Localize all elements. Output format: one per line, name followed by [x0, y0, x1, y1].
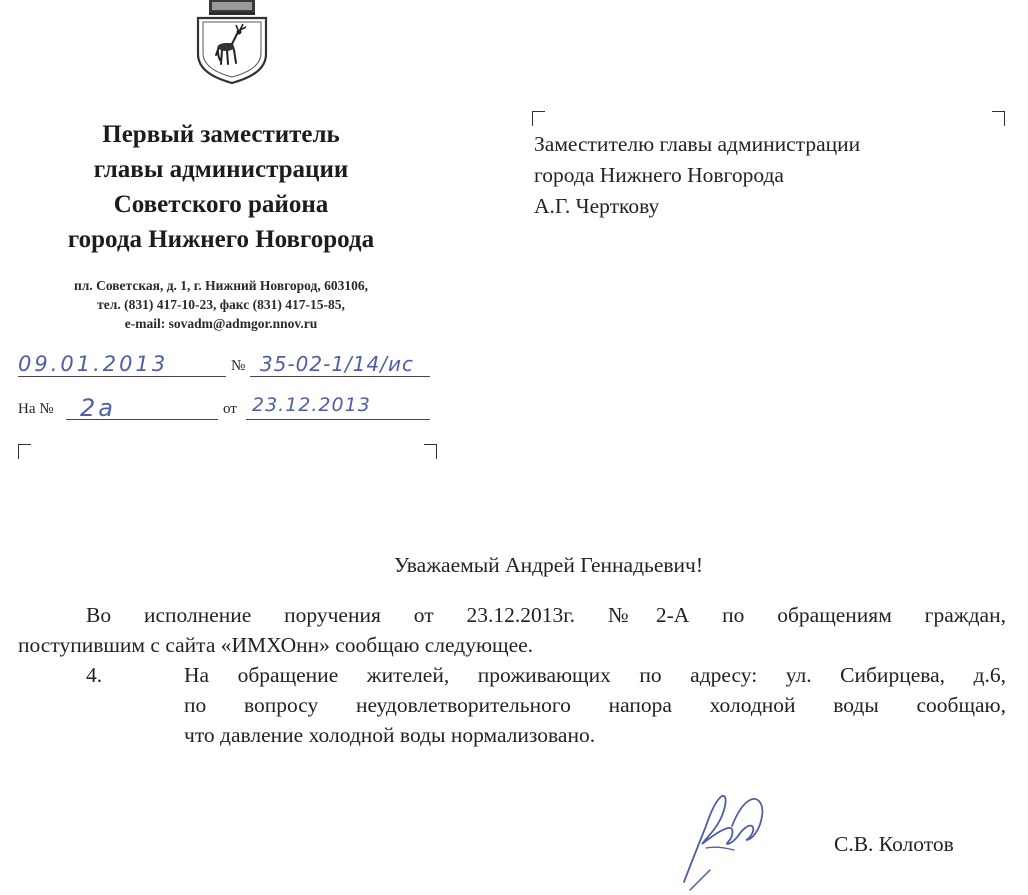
- addressee-bracket-left: [532, 111, 545, 126]
- addressee-line: Заместителю главы администрации: [534, 132, 861, 156]
- ref-from-label: от: [223, 401, 237, 417]
- sender-email: e-mail: sovadm@admgor.nnov.ru: [124, 316, 318, 331]
- ref-date: 23.12.2013: [252, 394, 371, 416]
- handwritten-signature: [676, 786, 768, 892]
- sender-phone: тел. (831) 417-10-23, факс (831) 417-15-85,: [97, 297, 345, 312]
- ref-number: 2а: [80, 394, 116, 422]
- item-number: 4.: [86, 663, 103, 687]
- sender-title-line: Советского района: [113, 191, 329, 218]
- ref-label: На №: [18, 401, 54, 417]
- sender-contacts: [0, 276, 442, 333]
- number-label: №: [231, 358, 246, 374]
- corner-bracket-right: [424, 444, 437, 459]
- outgoing-number: 35-02-1/14/ис: [260, 352, 414, 376]
- salutation: Уважаемый Андрей Геннадьевич!: [393, 553, 704, 577]
- ref-number-line: [66, 419, 218, 420]
- date-line: [18, 376, 226, 377]
- number-line: [250, 376, 430, 377]
- item-line-2: по вопросу неудовлетворительного напора холодной воды сообщаю,: [184, 693, 1006, 717]
- item-line-3: что давление холодной воды нормализовано.: [184, 723, 596, 747]
- coat-of-arms-icon: [192, 0, 272, 84]
- addressee-bracket-right: [992, 111, 1005, 126]
- sender-title-line: города Нижнего Новгорода: [67, 226, 375, 253]
- outgoing-date: 09.01.2013: [18, 352, 169, 376]
- addressee-line: А.Г. Черткову: [534, 194, 660, 218]
- sender-title-line: Первый заместитель: [102, 121, 340, 148]
- sender-address: пл. Советская, д. 1, г. Нижний Новгород, 603106,: [73, 278, 368, 293]
- addressee-line: города Нижнего Новгорода: [534, 163, 784, 187]
- addressee: [534, 129, 860, 222]
- intro-line-2: поступившим с сайта «ИМХОнн» сообщаю следующее.: [18, 633, 534, 657]
- sender-title-line: главы администрации: [93, 156, 349, 183]
- corner-bracket-left: [18, 444, 31, 459]
- sender-title: [0, 117, 442, 257]
- intro-line-1: Во исполнение поручения от 23.12.2013г. №2-А по обращениям граждан,: [86, 603, 1006, 627]
- item-line-1: На обращение жителей, проживающих по адресу: ул. Сибирцева, д.6,: [184, 663, 1006, 687]
- ref-date-line: [246, 419, 430, 420]
- signer-name: С.В. Колотов: [834, 832, 954, 856]
